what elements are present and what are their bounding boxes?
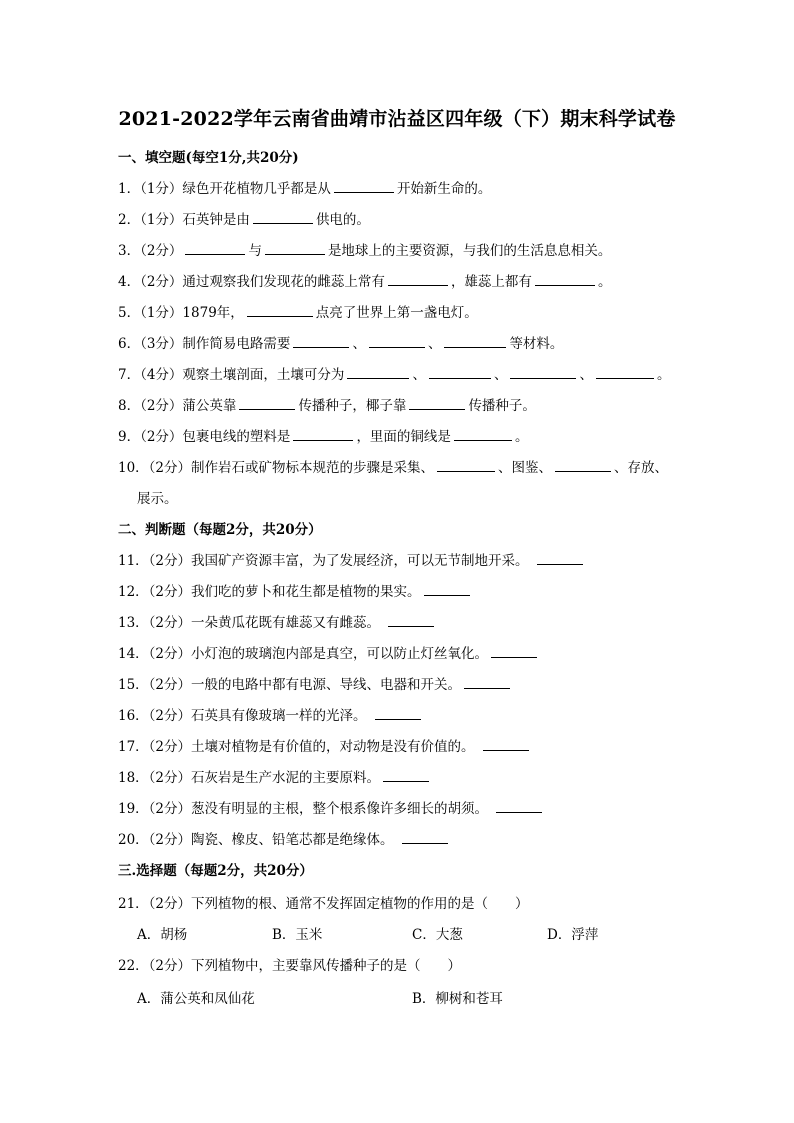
answer-blank[interactable] [247, 303, 313, 317]
question-text: 2．（1分）石英钟是由 [118, 212, 250, 228]
question-22-options [137, 987, 677, 1007]
question-text: ，雄蕊上都有 [450, 274, 532, 290]
question-18 [118, 766, 432, 786]
question-text: 。 [514, 429, 529, 445]
answer-blank[interactable] [375, 706, 421, 720]
question-16 [118, 704, 424, 724]
answer-blank[interactable] [253, 210, 313, 224]
question-text: 18．（2分）石灰岩是生产水泥的主要原料。 [118, 770, 381, 786]
question-text: 。 [597, 274, 612, 290]
option-a[interactable]: A．胡杨 [137, 927, 188, 943]
answer-blank[interactable] [293, 334, 349, 348]
answer-blank[interactable] [496, 799, 542, 813]
answer-blank[interactable] [293, 427, 353, 441]
question-text: 13．（2分）一朵黄瓜花既有雄蕊又有雌蕊。 [118, 615, 381, 631]
answer-blank[interactable] [429, 365, 491, 379]
question-text: ，里面的铜线是 [356, 429, 451, 445]
answer-blank[interactable] [383, 768, 429, 782]
answer-blank[interactable] [464, 675, 510, 689]
question-text: 12．（2分）我们吃的萝卜和花生都是植物的果实。 [118, 584, 421, 600]
answer-blank[interactable] [185, 241, 245, 255]
question-10 [118, 456, 668, 476]
question-text: 17．（2分）土壤对植物是有价值的，对动物是没有价值的。 [118, 739, 475, 755]
answer-blank[interactable] [510, 365, 576, 379]
answer-blank[interactable] [402, 830, 448, 844]
page-title: 2021-2022学年云南省曲靖市沾益区四年级（下）期末科学试卷 [118, 108, 676, 130]
question-3 [118, 239, 611, 259]
question-8 [118, 394, 536, 414]
question-20 [118, 828, 451, 848]
question-21-options [137, 923, 677, 943]
question-text: 、 [427, 336, 442, 352]
answer-blank[interactable] [537, 551, 583, 565]
answer-blank[interactable] [334, 179, 394, 193]
question-17 [118, 735, 532, 755]
question-text: 等材料。 [509, 336, 564, 352]
answer-blank[interactable] [437, 458, 495, 472]
question-1 [118, 177, 491, 197]
question-14 [118, 642, 540, 662]
section-true-false: 二、判断题（每题2分，共20分） [118, 522, 322, 538]
section-fill-in: 一、填空题(每空1分,共20分) [118, 150, 299, 166]
question-text: 开始新生命的。 [396, 181, 492, 197]
question-text: 、图鉴、 [498, 460, 553, 476]
question-7 [118, 363, 670, 383]
question-4 [118, 270, 611, 290]
question-text: 3．（2分） [118, 243, 183, 259]
option-b[interactable]: B．柳树和苍耳 [412, 991, 503, 1007]
answer-blank[interactable] [239, 396, 295, 410]
question-text: 20．（2分）陶瓷、橡皮、铅笔芯都是绝缘体。 [118, 832, 394, 848]
question-text: 传播种子，椰子靠 [298, 398, 407, 414]
question-text: 7．（4分）观察土壤剖面，土壤可分为 [118, 367, 345, 383]
question-text: 供电的。 [315, 212, 370, 228]
question-text: 6．（3分）制作简易电路需要 [118, 336, 291, 352]
question-text: 16．（2分）石英具有像玻璃一样的光泽。 [118, 708, 367, 724]
question-text: 1．（1分）绿色开花植物几乎都是从 [118, 181, 331, 197]
question-text: 是地球上的主要资源，与我们的生活息息相关。 [327, 243, 612, 259]
question-6 [118, 332, 563, 352]
question-19 [118, 797, 545, 817]
question-text: 、 [412, 367, 426, 383]
option-b[interactable]: B．玉米 [272, 927, 323, 943]
answer-blank[interactable] [265, 241, 325, 255]
question-text: 19．（2分）葱没有明显的主根，整个根系像许多细长的胡须。 [118, 801, 489, 817]
answer-blank[interactable] [409, 396, 465, 410]
question-9 [118, 425, 528, 445]
question-text: 4．（2分）通过观察我们发现花的雌蕊上常有 [118, 274, 385, 290]
question-text: 、 [493, 367, 508, 383]
question-text: 15．（2分）一般的电路中都有电源、导线、电器和开关。 [118, 677, 462, 693]
answer-blank[interactable] [491, 644, 537, 658]
answer-blank[interactable] [388, 272, 448, 286]
question-text: 点亮了世界上第一盏电灯。 [315, 305, 478, 321]
question-text: 5．（1分）1879年， [118, 305, 244, 321]
question-13 [118, 611, 437, 631]
answer-blank[interactable] [596, 365, 654, 379]
question-5 [118, 301, 478, 321]
question-21: 21．（2分）下列植物的根、通常不发挥固定植物的作用的是（ ） [118, 896, 529, 912]
section-multiple-choice: 三.选择题（每题2分，共20分） [118, 863, 313, 879]
question-11 [118, 549, 586, 569]
question-12 [118, 580, 473, 600]
answer-blank[interactable] [347, 365, 409, 379]
question-2 [118, 208, 370, 228]
option-c[interactable]: C．大葱 [412, 927, 463, 943]
answer-blank[interactable] [388, 613, 434, 627]
question-text: 14．（2分）小灯泡的玻璃泡内部是真空，可以防止灯丝氧化。 [118, 646, 489, 662]
question-text: 8．（2分）蒲公英靠 [118, 398, 237, 414]
answer-blank[interactable] [444, 334, 506, 348]
question-text: 传播种子。 [468, 398, 536, 414]
question-text: 。 [656, 367, 671, 383]
question-text: 9．（2分）包裹电线的塑料是 [118, 429, 291, 445]
question-text: 11．（2分）我国矿产资源丰富，为了发展经济，可以无节制地开采。 [118, 553, 529, 569]
option-d[interactable]: D．浮萍 [547, 927, 599, 943]
answer-blank[interactable] [555, 458, 611, 472]
question-22: 22．（2分）下列植物中，主要靠风传播种子的是（ ） [118, 958, 462, 974]
answer-blank[interactable] [424, 582, 470, 596]
option-a[interactable]: A．蒲公英和凤仙花 [137, 991, 255, 1007]
question-text: 与 [248, 243, 262, 259]
question-text: 、 [579, 367, 593, 383]
question-text: 10．（2分）制作岩石或矿物标本规范的步骤是采集、 [118, 460, 435, 476]
answer-blank[interactable] [483, 737, 529, 751]
question-text: 、存放、 [614, 460, 669, 476]
question-15 [118, 673, 513, 693]
question-10-continuation: 展示。 [137, 491, 178, 507]
answer-blank[interactable] [535, 272, 595, 286]
answer-blank[interactable] [454, 427, 512, 441]
answer-blank[interactable] [369, 334, 425, 348]
question-text: 、 [352, 336, 366, 352]
